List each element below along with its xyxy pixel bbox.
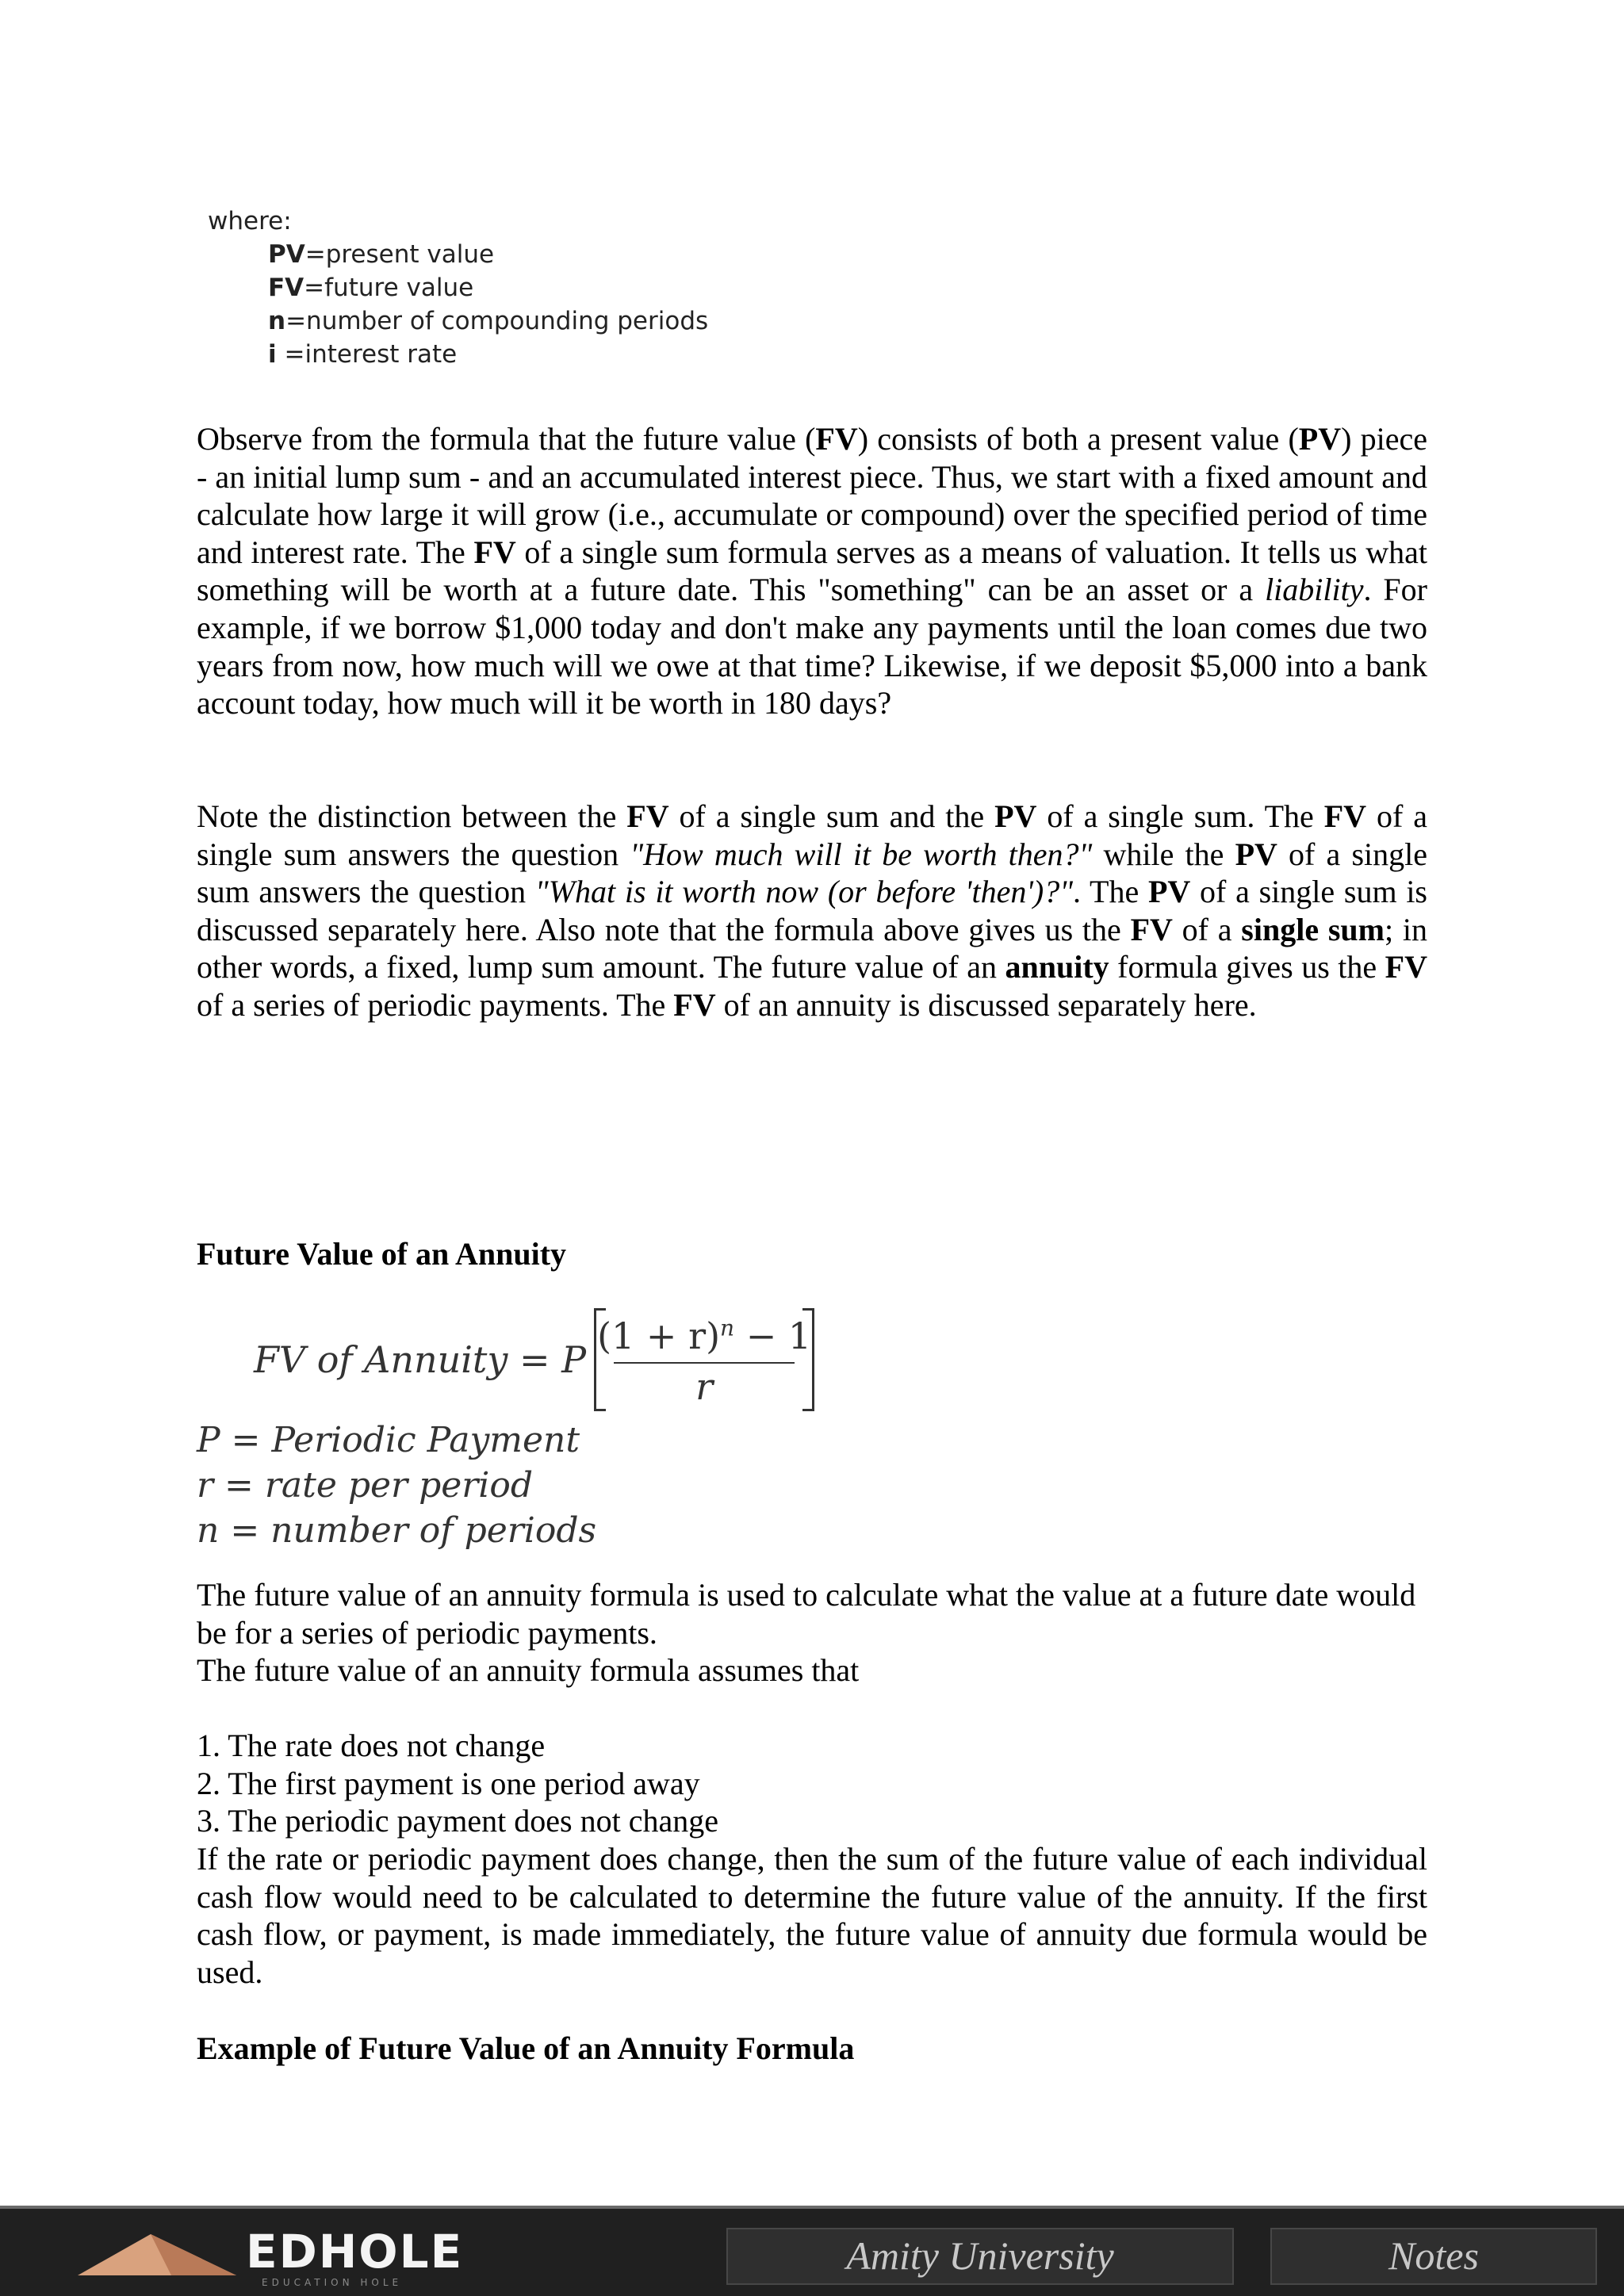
- assumptions-list: [197, 1727, 718, 1840]
- section-heading-fv-annuity: Future Value of an Annuity: [197, 1236, 567, 1272]
- example-heading: Example of Future Value of an Annuity Formula: [197, 2030, 855, 2066]
- pyramid-icon: [78, 2233, 236, 2279]
- list-item: 2. The first payment is one period away: [197, 1765, 700, 1801]
- variable-r: r = rate per period: [197, 1465, 534, 1506]
- formula-bracket: [594, 1308, 814, 1411]
- paragraph-annuity-purpose: The future value of an annuity formula is used to calculate what the value at a future date would be for a series of periodic payments. The future value of an annuity formula assumes that: [197, 1577, 1416, 1689]
- formula-variable-definitions: [208, 205, 708, 371]
- formula-numerator: $(1 + r)^n - 1$: [597, 1314, 812, 1357]
- list-item: 1. The rate does not change: [197, 1728, 546, 1763]
- variable-p: P = Periodic Payment: [197, 1420, 580, 1460]
- paragraph-fv-pv-distinction: Note the distinction between the FV of a single sum and the PV of a single sum. The FV of a single sum answers the question "How much will it be worth then?" while the PV of a single sum answers the question "What is it worth now (or before 'then')?". The PV of a single sum is discussed separately here. Also note that the formula above gives us the FV of a single sum; in other words, a fixed, lump sum amount. The future value of an annuity formula gives us the FV of a series of periodic payments. The FV of an annuity is discussed separately here.: [197, 798, 1428, 1023]
- where-label: where:: [208, 207, 292, 235]
- amity-university-button[interactable]: Amity University: [726, 2228, 1234, 2285]
- fv-annuity-formula: [254, 1300, 856, 1419]
- fraction-bar: [614, 1362, 795, 1364]
- paragraph-fv-explanation: Observe from the formula that the future value (FV) consists of both a present value (PV) piece - an initial lump sum - and an accumulated interest piece. Thus, we start with a fixed amount and calculate how large it will grow (i.e., accumulate or compound) over the specified period of time and interest rate. The FV of a single sum formula serves as a means of valuation. It tells us what something will be worth at a future date. This "something" can be an asset or a liability. For example, if we borrow $1,000 today and don't make any payments until the loan comes due two years from now, how much will we owe at that time? Likewise, if we deposit $5,000 into a bank account today, how much will it be worth in 180 days?: [197, 421, 1427, 721]
- footer-bar: [0, 2206, 1624, 2296]
- definition-n: n=number of compounding periods: [268, 307, 709, 335]
- formula-denominator: r: [695, 1365, 714, 1408]
- variable-n: n = number of periods: [197, 1510, 597, 1551]
- definition-fv: FV=future value: [268, 274, 474, 302]
- edhole-logo-tagline: EDUCATION HOLE: [262, 2277, 403, 2288]
- liability-link[interactable]: liability: [1265, 572, 1364, 608]
- definition-i: i =interest rate: [268, 340, 458, 369]
- paragraph-annuity-due: If the rate or periodic payment does change, then the sum of the future value of each individual cash flow would need to be calculated to determine the future value of the annuity. If the first cash flow, or payment, is made immediately, the future value of annuity due formula would be used.: [197, 1841, 1427, 1990]
- formula-variables: [197, 1418, 596, 1553]
- notes-button[interactable]: Notes: [1270, 2228, 1597, 2285]
- edhole-logo[interactable]: EDHOLE: [246, 2225, 464, 2279]
- formula-lhs: FV of Annuity = P: [254, 1338, 587, 1381]
- definition-pv: PV=present value: [268, 240, 495, 269]
- list-item: 3. The periodic payment does not change: [197, 1803, 718, 1839]
